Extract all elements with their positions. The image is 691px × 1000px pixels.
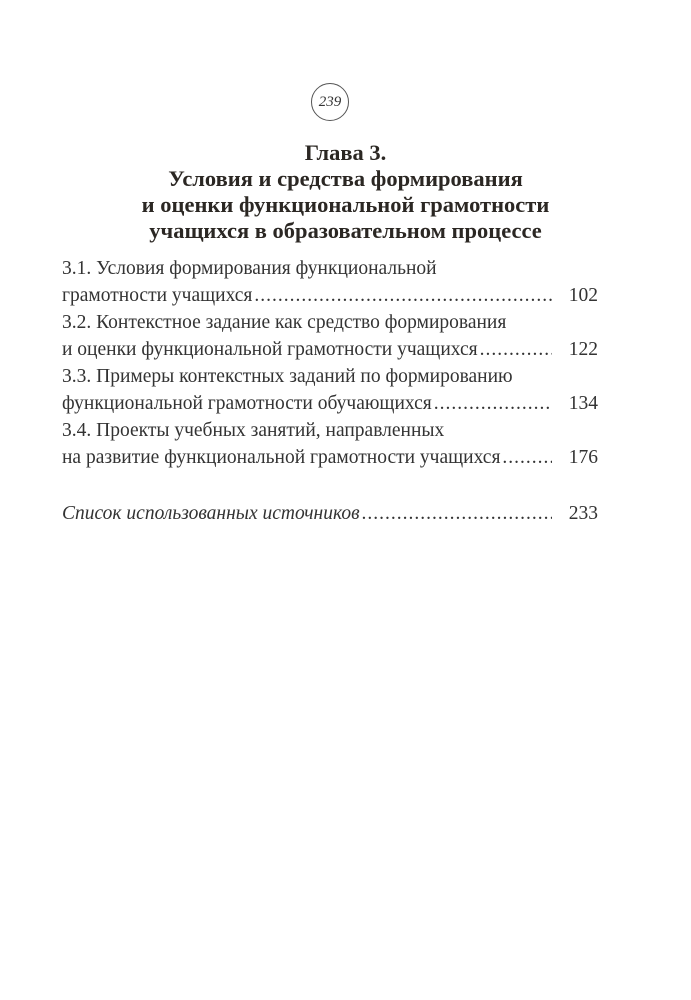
toc-entry-title: 3.3. Примеры контекстных заданий по формированию	[62, 366, 513, 387]
toc-page-number: 134	[568, 393, 598, 414]
chapter-title-line: и оценки функциональной грамотности	[141, 192, 550, 217]
references-label: Список использованных источников	[62, 503, 360, 524]
toc-entry-title: 3.2. Контекстное задание как средство формирования	[62, 312, 507, 333]
dot-leader	[480, 336, 552, 363]
chapter-title-line: Условия и средства формирования	[168, 166, 523, 191]
toc-entry-title-cont: функциональной грамотности обучающихся	[62, 393, 432, 414]
dot-leader	[434, 390, 552, 417]
toc-page-number: 233	[568, 503, 598, 524]
toc-entry-title-cont: на развитие функциональной грамотности учащихся	[62, 447, 501, 468]
toc-page-number: 176	[568, 447, 598, 468]
toc-entry-3-1[interactable]	[62, 255, 598, 309]
toc-entry-3-3[interactable]	[62, 363, 598, 417]
toc-page-number: 122	[568, 339, 598, 360]
chapter-title	[0, 140, 691, 244]
toc-entry-title: 3.4. Проекты учебных занятий, направленных	[62, 420, 445, 441]
toc-entry-title: 3.1. Условия формирования функциональной	[62, 258, 437, 279]
page-number: 239	[311, 83, 349, 121]
toc-entry-3-4[interactable]	[62, 417, 598, 471]
toc-entry-title-cont: и оценки функциональной грамотности учащихся	[62, 339, 478, 360]
toc-entry-title-cont: грамотности учащихся	[62, 285, 253, 306]
dot-leader	[362, 500, 552, 527]
dot-leader	[254, 282, 552, 309]
toc-entry-references[interactable]	[62, 500, 598, 527]
toc-page-number: 102	[568, 285, 598, 306]
dot-leader	[502, 444, 552, 471]
chapter-title-line: учащихся в образовательном процессе	[149, 218, 542, 243]
chapter-heading: Глава 3.	[304, 140, 387, 165]
toc-entry-3-2[interactable]	[62, 309, 598, 363]
